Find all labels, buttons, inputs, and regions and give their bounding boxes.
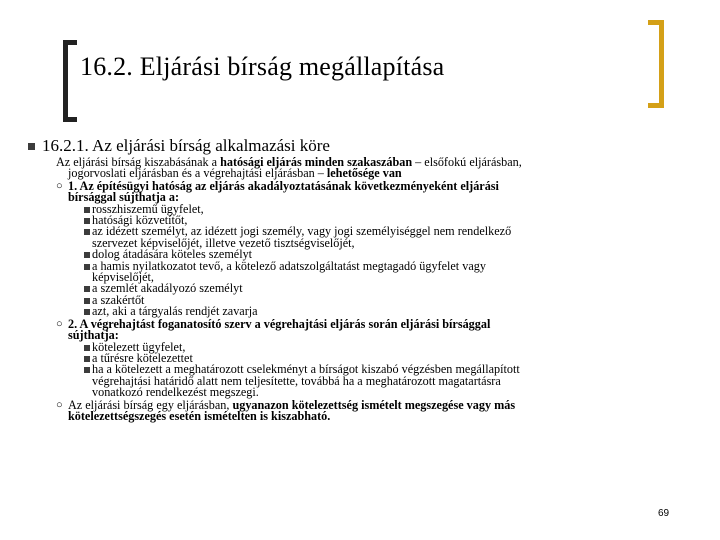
level1-heading-text: 16.2.1. Az eljárási bírság alkalmazási köre <box>42 136 330 155</box>
intro-bold: hatósági eljárás minden szakaszában <box>220 155 413 169</box>
list-item-text: rosszhiszemű ügyfelet, <box>92 201 204 216</box>
list-item <box>56 364 676 375</box>
section1-heading-2: bírsággal sújthatja a: <box>68 190 180 205</box>
intro-text-2: – elsőfokú eljárásban, <box>412 155 522 169</box>
title-bracket-right <box>648 20 664 108</box>
square-bullet-icon <box>84 229 90 235</box>
intro-line2-text: jogorvoslati eljárásban és a végrehajtási eljárásban – <box>68 166 327 181</box>
page-number: 69 <box>658 508 670 519</box>
level1-heading <box>28 136 330 156</box>
square-bullet-icon <box>84 286 90 292</box>
square-bullet-icon <box>84 356 90 362</box>
section-3 <box>56 397 676 423</box>
list-item-continuation: képviselőjét, <box>92 270 154 285</box>
list-item-text: azt, aki a tárgyalás rendjét zavarja <box>92 304 258 319</box>
square-bullet-icon <box>84 252 90 258</box>
list-item-text: az idézett személyt, az idézett jogi személy, vagy jogi személyiséggel nem rendelkező <box>92 224 512 239</box>
list-item-text: kötelezett ügyfelet, <box>92 339 186 354</box>
section3-bold: ugyanazon kötelezettség ismételt megszegése vagy más <box>232 397 516 412</box>
list-item-text: hatósági közvetítőt, <box>92 213 188 228</box>
list-item-continuation: szervezet képviselőjét, illetve vezető tisztségviselőjét, <box>92 235 355 250</box>
slide-title: 16.2. Eljárási bírság megállapítása <box>80 52 445 81</box>
list-item <box>56 283 676 294</box>
square-bullet-icon <box>84 207 90 213</box>
section2-heading: 2. A végrehajtást foganatosító szerv a végrehajtási eljárás során eljárási bírsággal <box>68 316 491 331</box>
square-bullet-icon <box>84 367 90 373</box>
section-2 <box>56 316 676 343</box>
list-item <box>56 226 676 237</box>
list-item-continuation: végrehajtási határidő alatt nem teljesítette, továbbá ha a meghatározott magatartásra <box>92 373 501 388</box>
section1-heading: 1. Az építésügyi hatóság az eljárás akadályoztatásának következményeként eljárási <box>68 178 499 193</box>
intro-line2-bold: lehetősége van <box>326 166 402 181</box>
intro-text: Az eljárási bírság kiszabásának a <box>56 155 221 169</box>
square-bullet-icon <box>84 309 90 315</box>
slide-body <box>56 157 676 422</box>
list-item-text: a tűrésre kötelezettet <box>92 350 193 365</box>
section3-text: Az eljárási bírság egy eljárásban, <box>68 397 233 412</box>
section-1 <box>56 178 676 205</box>
list-item-text: dolog átadására köteles személyt <box>92 247 253 262</box>
square-bullet-icon <box>84 218 90 224</box>
list-item-text: ha a kötelezett a meghatározott cselekményt a bírságot kiszabó végzésben megállapított <box>92 362 520 377</box>
section2-heading-2: sújthatja: <box>68 328 119 343</box>
square-bullet-icon <box>84 345 90 351</box>
circle-bullet-icon: ○ <box>56 398 63 411</box>
square-bullet-icon <box>28 143 35 150</box>
square-bullet-icon <box>84 298 90 304</box>
circle-bullet-icon: ○ <box>56 179 63 192</box>
section3-bold-2: kötelezettségszegés esetén ismételten is kiszabható. <box>68 408 331 423</box>
circle-bullet-icon: ○ <box>56 317 63 330</box>
list-item-continuation: vonatkozó rendelkezést megszegi. <box>92 385 259 400</box>
list-item-text: a szemlét akadályozó személyt <box>92 281 243 296</box>
square-bullet-icon <box>84 264 90 270</box>
list-item <box>56 258 676 273</box>
list-item-text: a hamis nyilatkozatot tevő, a kötelező adatszolgáltatást megtagadó ügyfelet vagy <box>92 258 486 273</box>
title-bracket-left <box>63 40 77 122</box>
list-item-text: a szakértőt <box>92 292 145 307</box>
